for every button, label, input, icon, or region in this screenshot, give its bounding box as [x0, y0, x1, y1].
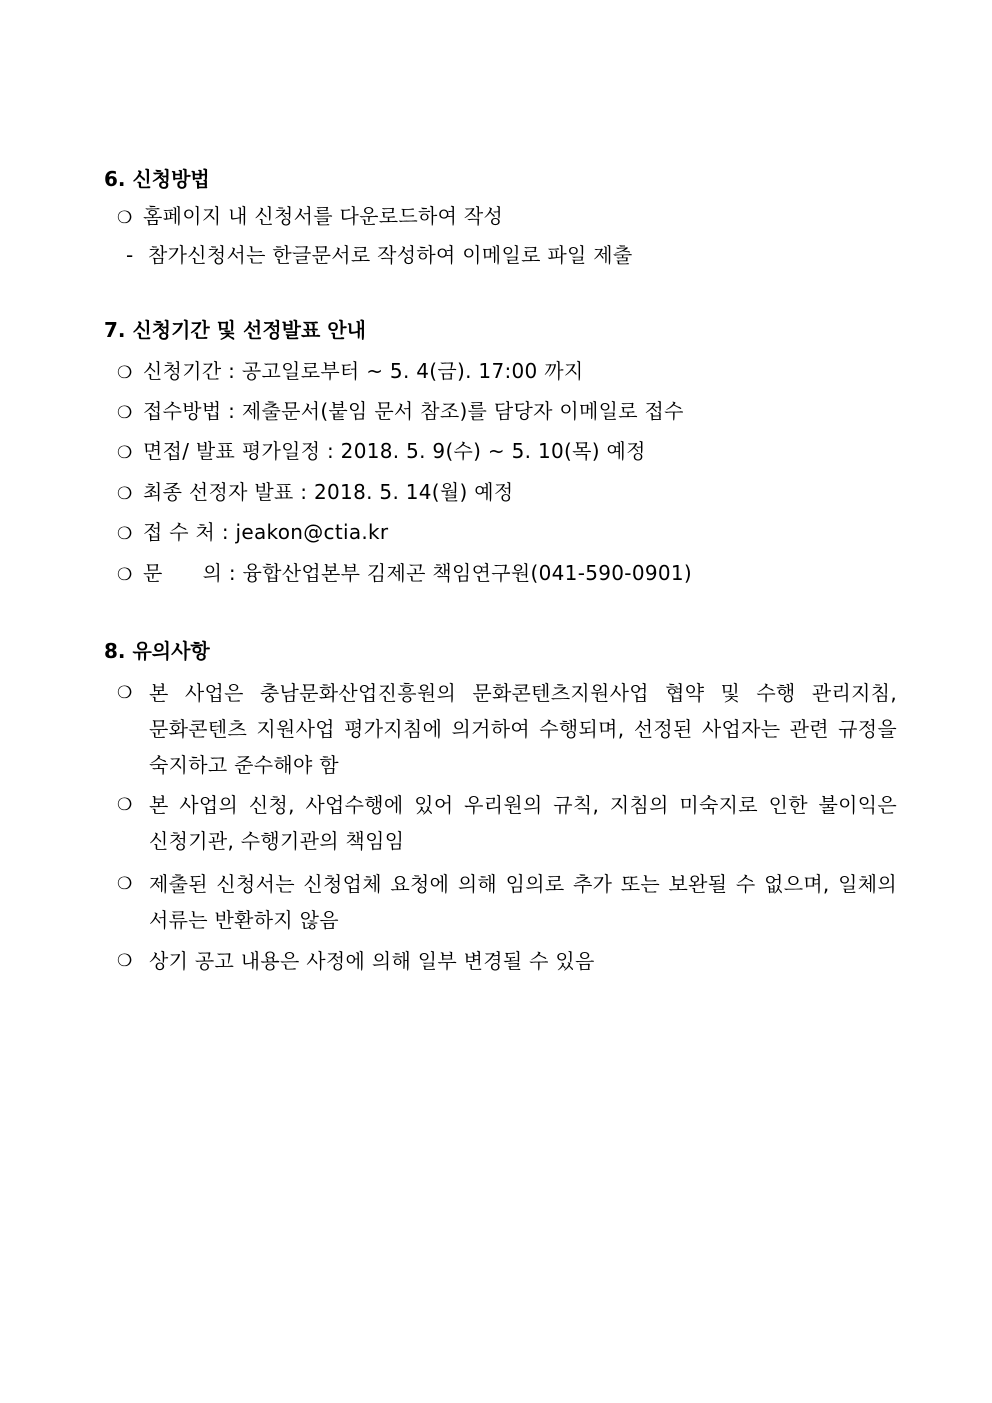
circle-bullet-icon: ❍	[117, 874, 133, 894]
section-7-item-1	[117, 358, 583, 386]
circle-bullet-icon: ❍	[117, 443, 133, 463]
section-7-item-5	[117, 519, 388, 547]
section-8-item-3-text: 제출된 신청서는 신청업체 요청에 의해 임의로 추가 또는 보완될 수 없으며, 일체의 서류는 반환하지 않음	[149, 872, 897, 932]
section-7-item-2	[117, 398, 684, 426]
section-8-item-3	[117, 866, 897, 938]
section-7-item-5-text: 접 수 처 : jeakon@ctia.kr	[143, 520, 389, 544]
section-8-item-4-text: 상기 공고 내용은 사정에 의해 일부 변경될 수 있음	[149, 949, 595, 973]
section-6-sub-item-1	[126, 242, 633, 268]
section-7-item-4-text: 최종 선정자 발표 : 2018. 5. 14(월) 예정	[143, 480, 514, 504]
section-7-item-4	[117, 479, 514, 507]
section-7-item-3	[117, 438, 646, 466]
section-7-heading: 7. 신청기간 및 선정발표 안내	[104, 318, 366, 342]
section-8-item-1	[117, 675, 897, 783]
section-7-item-3-text: 면접/ 발표 평가일정 : 2018. 5. 9(수) ~ 5. 10(목) 예정	[143, 439, 646, 463]
circle-bullet-icon: ❍	[117, 363, 133, 383]
section-7-item-6	[117, 560, 692, 588]
section-6-item-1-text: 홈페이지 내 신청서를 다운로드하여 작성	[143, 204, 504, 228]
circle-bullet-icon: ❍	[117, 683, 133, 703]
section-8-item-2-text: 본 사업의 신청, 사업수행에 있어 우리원의 규칙, 지침의 미숙지로 인한 불이익은 신청기관, 수행기관의 책임임	[149, 793, 897, 853]
circle-bullet-icon: ❍	[117, 951, 133, 971]
section-6-sub-item-1-text: 참가신청서는 한글문서로 작성하여 이메일로 파일 제출	[148, 243, 633, 267]
section-7-item-6-text: 문 의 : 융합산업본부 김제곤 책임연구원(041-590-0901)	[143, 561, 693, 585]
circle-bullet-icon: ❍	[117, 524, 133, 544]
circle-bullet-icon: ❍	[117, 795, 133, 815]
section-6-heading: 6. 신청방법	[104, 167, 210, 191]
circle-bullet-icon: ❍	[117, 403, 133, 423]
dash-marker: -	[126, 243, 134, 267]
circle-bullet-icon: ❍	[117, 565, 133, 585]
section-6-item-1	[117, 203, 503, 231]
section-8-heading: 8. 유의사항	[104, 639, 210, 663]
section-7-item-1-text: 신청기간 : 공고일로부터 ~ 5. 4(금). 17:00 까지	[143, 359, 584, 383]
circle-bullet-icon: ❍	[117, 208, 133, 228]
section-8-item-4	[117, 943, 897, 979]
section-7-item-2-text: 접수방법 : 제출문서(붙임 문서 참조)를 담당자 이메일로 접수	[143, 399, 684, 423]
section-8-item-1-text: 본 사업은 충남문화산업진흥원의 문화콘텐츠지원사업 협약 및 수행 관리지침, 문화콘텐츠 지원사업 평가지침에 의거하여 수행되며, 선정된 사업자는 관련 규정을 숙지하고 준수해야 함	[149, 681, 897, 777]
section-8-item-2	[117, 787, 897, 859]
circle-bullet-icon: ❍	[117, 484, 133, 504]
